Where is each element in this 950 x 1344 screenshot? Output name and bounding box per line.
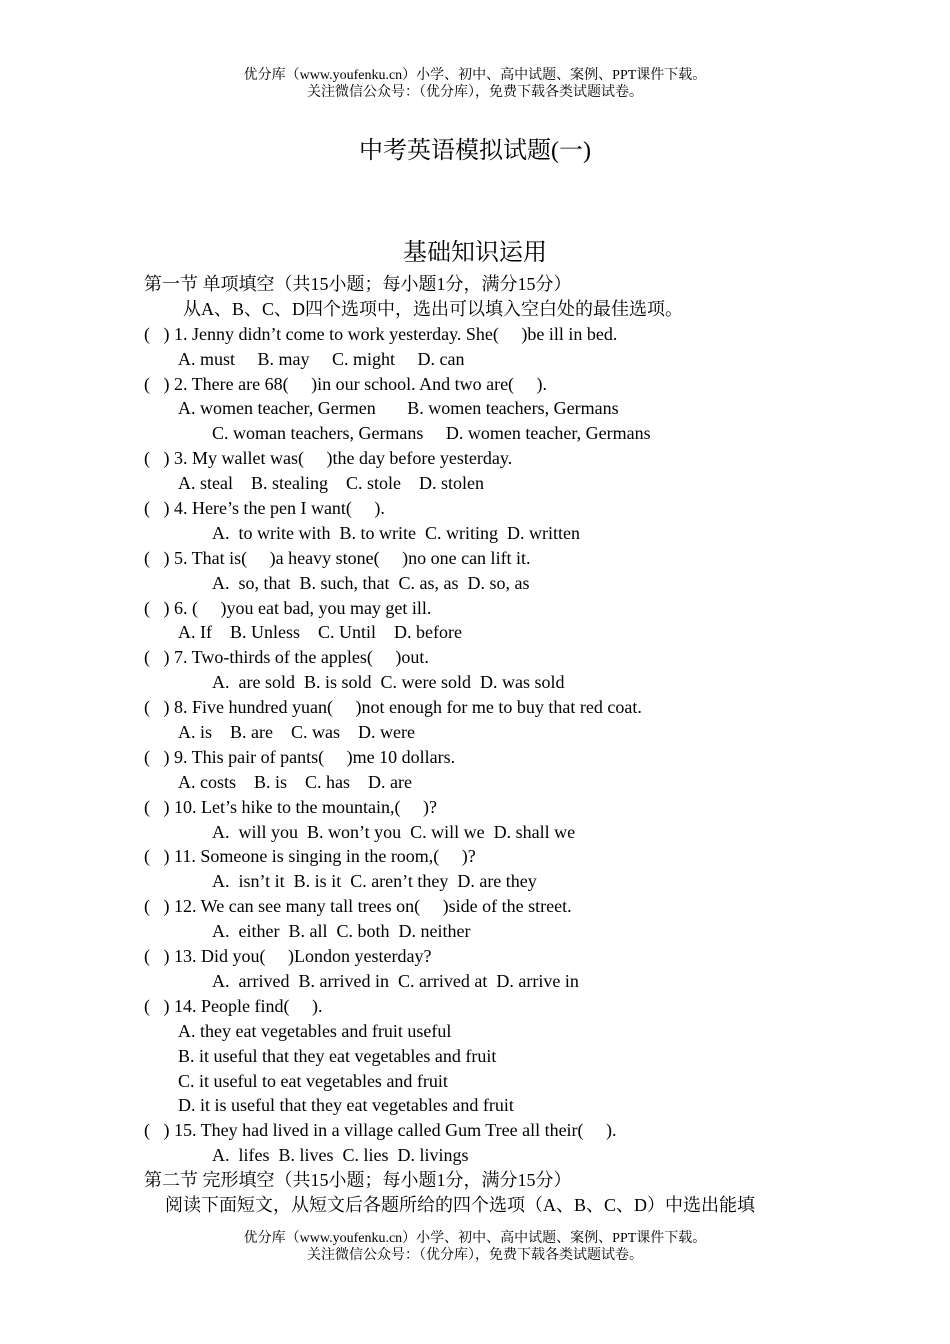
option-line: A. isn’t it B. is it C. aren’t they D. are they [212,871,537,892]
question-line: ( ) 7. Two-thirds of the apples( )out. [144,647,429,668]
option-line: A. lifes B. lives C. lies D. livings [212,1145,469,1166]
option-line: D. it is useful that they eat vegetables and fruit [178,1095,514,1116]
question-line: ( ) 15. They had lived in a village called Gum Tree all their( ). [144,1120,617,1141]
option-line: A. If B. Unless C. Until D. before [178,622,462,643]
question-line: ( ) 5. That is( )a heavy stone( )no one can lift it. [144,547,531,568]
question-line: ( ) 8. Five hundred yuan( )not enough for me to buy that red coat. [144,697,642,718]
question-line: ( ) 13. Did you( )London yesterday? [144,946,432,967]
question-line: ( ) 14. People find( ). [144,995,323,1016]
exam-title: 中考英语模拟试题(一) [359,138,591,164]
exam-content [0,272,950,1218]
question-line: ( ) 9. This pair of pants( )me 10 dollars. [144,746,456,767]
question-line: ( ) 1. Jenny didn’t come to work yesterday. She( )be ill in bed. [144,323,618,344]
option-line: A. costs B. is C. has D. are [178,771,412,792]
part2-heading: 第二节 完形填空（共15小题；每小题1分，满分15分） [144,1170,572,1191]
option-line: A. so, that B. such, that C. as, as D. so, as [212,572,530,593]
question-line: ( ) 11. Someone is singing in the room,( )? [144,846,476,867]
section-title: 基础知识运用 [403,240,547,266]
question-line: ( ) 4. Here’s the pen I want( ). [144,498,385,519]
page-header [0,67,950,101]
option-line: A. steal B. stealing C. stole D. stolen [178,473,484,494]
footer-line-2: 关注微信公众号：（优分库），免费下载各类试题试卷。 [307,1248,643,1263]
question-list [0,322,950,1168]
option-line: A. will you B. won’t you C. will we D. shall we [212,821,576,842]
option-line: A. either B. all C. both D. neither [212,921,471,942]
option-line: A. women teacher, Germen B. women teachers, Germans [178,398,619,419]
question-line: ( ) 3. My wallet was( )the day before yesterday. [144,448,513,469]
option-line: A. they eat vegetables and fruit useful [178,1020,452,1041]
part1-instruction: 从A、B、C、D四个选项中，选出可以填入空白处的最佳选项。 [183,298,684,319]
question-line: ( ) 6. ( )you eat bad, you may get ill. [144,597,432,618]
option-line: B. it useful that they eat vegetables and fruit [178,1045,497,1066]
option-line: A. must B. may C. might D. can [178,348,465,369]
question-line: ( ) 12. We can see many tall trees on( )side of the street. [144,896,572,917]
option-line: A. to write with B. to write C. writing D. written [212,522,580,543]
part1-heading: 第一节 单项填空（共15小题；每小题1分，满分15分） [144,274,572,294]
option-line: C. it useful to eat vegetables and fruit [178,1070,448,1091]
page-footer [0,1230,950,1264]
header-line-2: 关注微信公众号：（优分库），免费下载各类试题试卷。 [307,85,643,100]
question-line: ( ) 2. There are 68( )in our school. And two are( ). [144,373,548,394]
option-line: A. are sold B. is sold C. were sold D. was sold [212,672,565,693]
option-line: C. woman teachers, Germans D. women teacher, Germans [212,423,651,444]
option-line: A. arrived B. arrived in C. arrived at D. arrive in [212,970,579,991]
header-line-1: 优分库（www.youfenku.cn）小学、初中、高中试题、案例、PPT课件下载。 [243,68,707,83]
footer-line-1: 优分库（www.youfenku.cn）小学、初中、高中试题、案例、PPT课件下载。 [243,1231,707,1246]
part2-instruction: 阅读下面短文，从短文后各题所给的四个选项（A、B、C、D）中选出能填 [165,1194,756,1215]
option-line: A. is B. are C. was D. were [178,722,415,743]
question-line: ( ) 10. Let’s hike to the mountain,( )? [144,796,437,817]
